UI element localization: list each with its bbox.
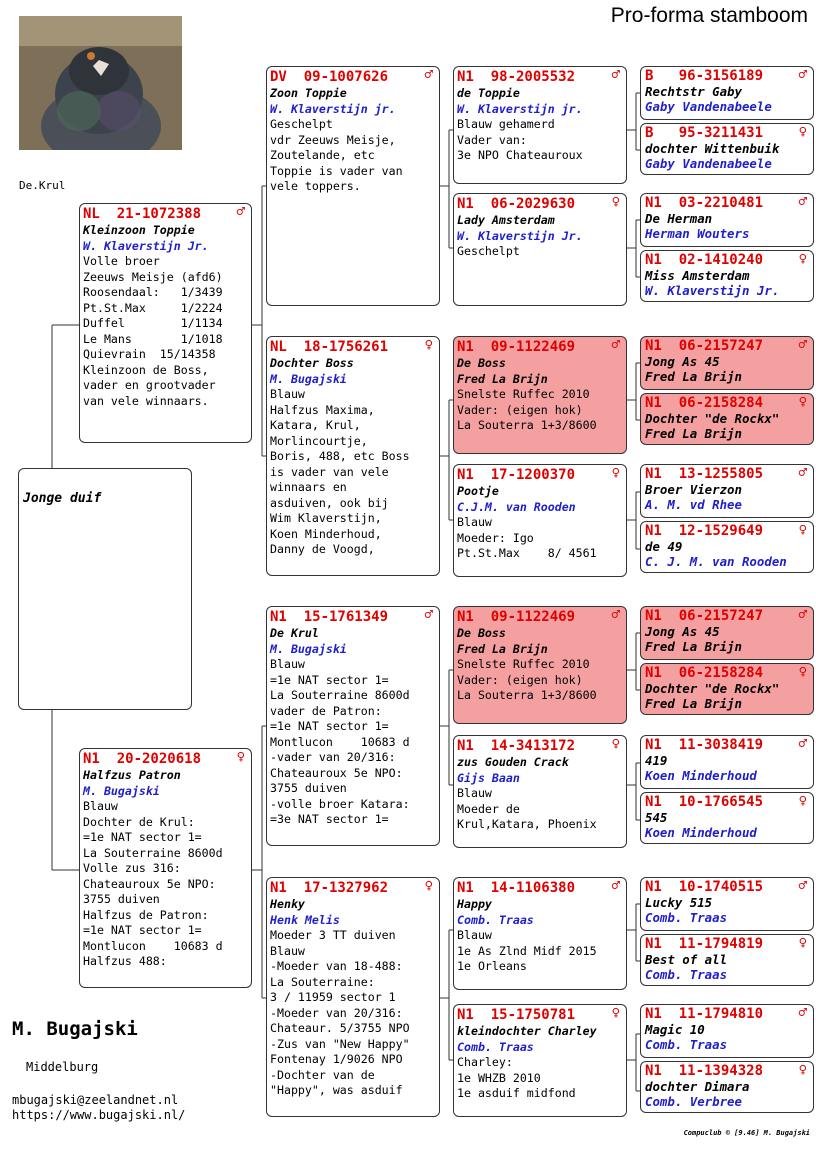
info-line: 1e As Zlnd Midf 2015: [457, 943, 597, 958]
pigeon-name: de Toppie: [457, 86, 520, 100]
pigeon-info: [270, 387, 436, 558]
pigeon-name: 545: [645, 810, 668, 825]
info-line: Dochter de Krul:: [83, 814, 195, 829]
info-line: Zeeuws Meisje (afd6): [83, 269, 223, 284]
owner-name: M. Bugajski: [270, 641, 347, 656]
pigeon-name: Dochter Boss: [270, 356, 354, 370]
pedigree-mf-father[interactable]: [453, 606, 627, 724]
info-line: =1e NAT sector 1=: [83, 923, 202, 937]
info-line: Montlucon 10683 d: [270, 734, 410, 749]
pigeon-name: Jong As 45: [645, 624, 720, 639]
ring-number: N1 15-1761349: [270, 609, 389, 625]
male-icon: ♂: [798, 878, 807, 894]
pedigree-gen4-1[interactable]: [640, 66, 814, 120]
ring-number: DV 09-1007626: [270, 69, 389, 85]
pedigree-gen4-2[interactable]: [640, 123, 814, 175]
info-line: -Dochter van de: [270, 1067, 375, 1082]
info-line: Roosendaal: 1/3439: [83, 285, 223, 299]
pedigree-gen4-13[interactable]: [640, 877, 814, 931]
pigeon-name: Pootje: [457, 484, 499, 498]
pigeon-nickname: De.Krul: [19, 179, 66, 192]
pedigree-mm-father[interactable]: [453, 877, 627, 990]
ring-number: N1 11-1394328: [645, 1063, 764, 1079]
pigeon-name: Best of all: [645, 952, 728, 967]
pedigree-father-mother[interactable]: [266, 336, 440, 576]
pigeon-name: De Boss: [457, 626, 506, 640]
info-line: La Souterraine 8600d: [270, 688, 410, 702]
owner-name: M. Bugajski: [83, 783, 160, 798]
breeder-city: Middelburg: [26, 1060, 99, 1074]
female-icon: ♀: [798, 935, 807, 951]
info-line: Blauw: [457, 786, 492, 800]
pigeon-name: Dochter "de Rockx": [645, 681, 780, 696]
info-line: Krul,Katara, Phoenix: [457, 817, 597, 831]
owner-name: Gaby Vandenabeele: [645, 99, 772, 114]
owner-name: Comb. Traas: [645, 967, 728, 982]
info-line: Snelste Ruffec 2010: [457, 657, 590, 671]
owner-name: Gaby Vandenabeele: [645, 156, 772, 171]
pedigree-gen4-9[interactable]: [640, 606, 814, 660]
pedigree-mother-mother[interactable]: [266, 877, 440, 1117]
ring-number: N1 14-3413172: [457, 738, 576, 754]
owner-name: Fred La Brijn: [457, 641, 548, 656]
pedigree-gen4-15[interactable]: [640, 1004, 814, 1058]
pedigree-fm-mother[interactable]: [453, 464, 627, 577]
pigeon-name: Lucky 515: [645, 895, 713, 910]
info-line: winnaars en: [270, 480, 347, 494]
info-line: vele toppers.: [270, 179, 361, 193]
pigeon-name: de 49: [645, 539, 683, 554]
info-line: 1e asduif midfond: [457, 1086, 576, 1100]
ring-number: NL 18-1756261: [270, 339, 389, 355]
owner-name: Fred La Brijn: [645, 696, 742, 711]
info-line: -vader van 20/316:: [270, 750, 396, 764]
pigeon-name: Henky: [270, 897, 305, 911]
pigeon-info: [457, 928, 623, 975]
pedigree-gen4-16[interactable]: [640, 1061, 814, 1113]
info-line: asduiven, ook bij: [270, 495, 389, 510]
owner-name: C. J. M. van Rooden: [645, 554, 787, 569]
ring-number: N1 20-2020618: [83, 751, 202, 767]
ring-number: N1 14-1106380: [457, 880, 576, 896]
pigeon-info: [270, 928, 436, 1099]
female-icon: ♀: [798, 124, 807, 140]
owner-name: Henk Melis: [270, 912, 340, 927]
pedigree-mother-father[interactable]: [266, 606, 440, 846]
pedigree-gen4-6[interactable]: [640, 393, 814, 445]
info-line: Vader van:: [457, 132, 527, 147]
pedigree-fm-father[interactable]: [453, 336, 627, 454]
info-line: 1e Orleans: [457, 959, 527, 973]
pedigree-gen4-10[interactable]: [640, 663, 814, 715]
pigeon-name: 419: [645, 753, 668, 768]
female-icon: ♀: [611, 736, 620, 752]
owner-name: Herman Wouters: [645, 226, 750, 241]
ring-number: N1 17-1327962: [270, 880, 389, 896]
pedigree-gen4-4[interactable]: [640, 250, 814, 302]
female-icon: ♀: [798, 394, 807, 410]
pedigree-ff-father[interactable]: [453, 66, 627, 184]
ring-number: N1 03-2210481: [645, 195, 764, 211]
ring-number: B 95-3211431: [645, 125, 764, 141]
pigeon-info: [83, 254, 248, 409]
owner-name: Comb. Verbree: [645, 1094, 742, 1109]
info-line: Halfzus de Patron:: [83, 907, 209, 922]
pedigree-father[interactable]: [79, 203, 252, 443]
owner-name: W. Klaverstijn Jr.: [645, 283, 780, 298]
info-line: Boris, 488, etc Boss: [270, 449, 410, 463]
info-line: Quievrain 15/14358: [83, 347, 216, 361]
info-line: Blauw: [270, 387, 305, 401]
male-icon: ♂: [798, 194, 807, 210]
pigeon-name: Jong As 45: [645, 354, 720, 369]
pigeon-name: dochter Dimara: [645, 1079, 750, 1094]
pigeon-info: [457, 515, 623, 562]
female-icon: ♀: [611, 1005, 620, 1021]
info-line: Blauw: [270, 657, 305, 671]
pigeon-name: kleindochter Charley: [457, 1024, 597, 1038]
pedigree-gen4-3[interactable]: [640, 193, 814, 247]
ring-number: N1 11-1794810: [645, 1006, 764, 1022]
male-icon: ♂: [798, 607, 807, 623]
ring-number: N1 09-1122469: [457, 609, 576, 625]
female-icon: ♀: [798, 1062, 807, 1078]
info-line: "Happy", was asduif: [270, 1083, 403, 1097]
info-line: La Souterra 1+3/8600: [457, 688, 597, 702]
female-icon: ♀: [611, 465, 620, 481]
info-line: Blauw gehamerd: [457, 117, 555, 131]
male-icon: ♂: [798, 67, 807, 83]
pigeon-photo: [19, 16, 182, 150]
subject-box[interactable]: [18, 468, 192, 710]
ring-number: N1 12-1529649: [645, 523, 764, 539]
info-line: Chateaur. 5/3755 NPO: [270, 1021, 410, 1035]
info-line: Le Mans 1/1018: [83, 331, 223, 346]
info-line: Halfzus Maxima,: [270, 402, 375, 417]
ring-number: N1 11-3038419: [645, 737, 764, 753]
ring-number: N1 15-1750781: [457, 1007, 576, 1023]
info-line: 3755 duiven: [270, 781, 347, 795]
owner-name: Koen Minderhoud: [645, 768, 757, 783]
info-line: Toppie is vader van: [270, 163, 403, 178]
subject-label: Jonge duif: [23, 491, 102, 506]
ring-number: NL 21-1072388: [83, 206, 202, 222]
owner-name: W. Klaverstijn jr.: [457, 101, 583, 116]
info-line: Volle broer: [83, 254, 160, 268]
info-line: vader en grootvader: [83, 378, 216, 392]
pigeon-info: [457, 1055, 623, 1102]
ring-number: N1 09-1122469: [457, 339, 576, 355]
info-line: -Zus van "New Happy": [270, 1036, 410, 1051]
pigeon-name: Dochter "de Rockx": [645, 411, 780, 426]
info-line: =1e NAT sector 1=: [270, 672, 389, 687]
info-line: Blauw: [83, 799, 118, 813]
info-line: Chateauroux 5e NPO:: [270, 765, 403, 780]
info-line: Moeder: Igo: [457, 530, 534, 545]
ring-number: N1 06-2157247: [645, 608, 764, 624]
owner-name: Fred La Brijn: [645, 639, 742, 654]
owner-name: Fred La Brijn: [645, 369, 742, 384]
male-icon: ♂: [798, 465, 807, 481]
info-line: =3e NAT sector 1=: [270, 812, 389, 826]
info-line: Moeder 3 TT duiven: [270, 928, 396, 942]
pigeon-info: [457, 244, 623, 260]
pigeon-name: dochter Wittenbuik: [645, 141, 780, 156]
info-line: van vele winnaars.: [83, 393, 209, 408]
info-line: Fontenay 1/9026 NPO: [270, 1052, 403, 1066]
info-line: Chateauroux 5e NPO:: [83, 876, 216, 891]
page-title: Pro-forma stamboom: [610, 4, 808, 27]
ring-number: N1 98-2005532: [457, 69, 576, 85]
female-icon: ♀: [236, 749, 245, 765]
info-line: Charley:: [457, 1055, 513, 1069]
pedigree-gen4-5[interactable]: [640, 336, 814, 390]
owner-name: Comb. Traas: [457, 1039, 534, 1054]
pigeon-name: Halfzus Patron: [83, 768, 181, 782]
pigeon-info: [457, 387, 623, 434]
pedigree-ff-mother[interactable]: [453, 193, 627, 306]
female-icon: ♀: [798, 522, 807, 538]
info-line: 3 / 11959 sector 1: [270, 990, 396, 1004]
info-line: Geschelpt: [270, 117, 333, 131]
info-line: -volle broer Katara:: [270, 796, 410, 811]
owner-name: M. Bugajski: [270, 371, 347, 386]
breeder-website[interactable]: https://www.bugajski.nl/: [12, 1108, 186, 1122]
info-line: Kleinzoon de Boss,: [83, 362, 209, 377]
pigeon-name: Rechtstr Gaby: [645, 84, 742, 99]
owner-name: Comb. Traas: [645, 910, 728, 925]
pigeon-name: Happy: [457, 897, 492, 911]
pedigree-gen4-11[interactable]: [640, 735, 814, 789]
owner-name: Comb. Traas: [645, 1037, 728, 1052]
pigeon-name: Kleinzoon Toppie: [83, 223, 195, 237]
owner-name: Comb. Traas: [457, 912, 534, 927]
breeder-contact: [12, 1093, 185, 1123]
info-line: -Moeder van 20/316:: [270, 1005, 403, 1020]
pigeon-name: Broer Vierzon: [645, 482, 742, 497]
owner-name: W. Klaverstijn Jr.: [457, 228, 583, 243]
pigeon-info: [457, 657, 623, 704]
pedigree-mother[interactable]: [79, 748, 252, 988]
female-icon: ♀: [798, 664, 807, 680]
info-line: vdr Zeeuws Meisje,: [270, 132, 396, 147]
owner-name: C.J.M. van Rooden: [457, 499, 576, 514]
ring-number: N1 06-2158284: [645, 395, 764, 411]
ring-number: N1 10-1766545: [645, 794, 764, 810]
owner-name: W. Klaverstijn jr.: [270, 101, 396, 116]
info-line: Morlincourtje,: [270, 433, 368, 448]
male-icon: ♂: [424, 607, 433, 623]
owner-name: Gijs Baan: [457, 770, 520, 785]
info-line: Wim Klaverstijn,: [270, 511, 382, 525]
ring-number: N1 06-2158284: [645, 665, 764, 681]
info-line: is vader van vele: [270, 464, 389, 479]
ring-number: N1 02-1410240: [645, 252, 764, 268]
pigeon-info: [457, 117, 623, 164]
info-line: Pt.St.Max 1/2224: [83, 300, 223, 315]
info-line: 1e WHZB 2010: [457, 1070, 541, 1085]
male-icon: ♂: [611, 337, 620, 353]
info-line: Zoutelande, etc: [270, 148, 375, 162]
female-icon: ♀: [424, 878, 433, 894]
info-line: Blauw: [270, 943, 305, 958]
pigeon-name: De Krul: [270, 626, 319, 640]
pedigree-gen4-14[interactable]: [640, 934, 814, 986]
pigeon-name: De Boss: [457, 356, 506, 370]
female-icon: ♀: [798, 793, 807, 809]
info-line: La Souterraine:: [270, 974, 375, 989]
ring-number: B 96-3156189: [645, 68, 764, 84]
breeder-name: M. Bugajski: [12, 1018, 138, 1040]
info-line: Koen Minderhoud,: [270, 526, 382, 541]
info-line: Volle zus 316:: [83, 861, 181, 875]
pedigree-mm-mother[interactable]: [453, 1004, 627, 1117]
info-line: Geschelpt: [457, 244, 520, 258]
info-line: Pt.St.Max 8/ 4561: [457, 546, 597, 560]
info-line: -Moeder van 18-488:: [270, 959, 403, 973]
pigeon-name: Zoon Toppie: [270, 86, 347, 100]
info-line: La Souterraine 8600d: [83, 845, 223, 860]
male-icon: ♂: [611, 607, 620, 623]
pedigree-gen4-8[interactable]: [640, 521, 814, 573]
pedigree-gen4-12[interactable]: [640, 792, 814, 844]
info-line: =1e NAT sector 1=: [270, 719, 389, 733]
ring-number: N1 10-1740515: [645, 879, 764, 895]
pedigree-mf-mother[interactable]: [453, 735, 627, 848]
info-line: 3e NPO Chateauroux: [457, 148, 583, 162]
pigeon-name: Lady Amsterdam: [457, 213, 555, 227]
owner-name: Koen Minderhoud: [645, 825, 757, 840]
pigeon-info: [270, 117, 436, 195]
ring-number: N1 11-1794819: [645, 936, 764, 952]
info-line: =1e NAT sector 1=: [83, 830, 202, 844]
female-icon: ♀: [798, 251, 807, 267]
info-line: Vader: (eigen hok): [457, 672, 583, 687]
info-line: Danny de Voogd,: [270, 542, 375, 556]
male-icon: ♂: [236, 204, 245, 220]
info-line: Moeder de: [457, 801, 520, 816]
info-line: Snelste Ruffec 2010: [457, 387, 590, 401]
owner-name: W. Klaverstijn Jr.: [83, 238, 209, 253]
info-line: Montlucon 10683 d: [83, 938, 223, 953]
info-line: Duffel 1/1134: [83, 316, 223, 330]
breeder-email[interactable]: mbugajski@zeelandnet.nl: [12, 1093, 179, 1107]
pigeon-info: [83, 799, 248, 970]
info-line: Blauw: [457, 515, 492, 529]
male-icon: ♂: [611, 878, 620, 894]
owner-name: Fred La Brijn: [645, 426, 742, 441]
info-line: Katara, Krul,: [270, 418, 361, 432]
ring-number: N1 06-2029630: [457, 196, 576, 212]
ring-number: N1 17-1200370: [457, 467, 576, 483]
pigeon-name: Magic 10: [645, 1022, 705, 1037]
pigeon-info: [270, 657, 436, 828]
owner-name: Fred La Brijn: [457, 371, 548, 386]
male-icon: ♂: [611, 67, 620, 83]
info-line: Vader: (eigen hok): [457, 402, 583, 417]
footer-credit: Compuclub © [9.46] M. Bugajski: [683, 1129, 810, 1137]
male-icon: ♂: [424, 67, 433, 83]
male-icon: ♂: [798, 337, 807, 353]
pedigree-father-father[interactable]: [266, 66, 440, 306]
female-icon: ♀: [424, 337, 433, 353]
male-icon: ♂: [798, 1005, 807, 1021]
pigeon-name: De Herman: [645, 211, 713, 226]
pigeon-info: [457, 786, 623, 833]
owner-name: A. M. vd Rhee: [645, 497, 742, 512]
ring-number: N1 06-2157247: [645, 338, 764, 354]
info-line: La Souterra 1+3/8600: [457, 418, 597, 432]
pedigree-gen4-7[interactable]: [640, 464, 814, 518]
pigeon-name: Miss Amsterdam: [645, 268, 750, 283]
info-line: Halfzus 488:: [83, 954, 167, 968]
male-icon: ♂: [798, 736, 807, 752]
pigeon-name: zus Gouden Crack: [457, 755, 569, 769]
ring-number: N1 13-1255805: [645, 466, 764, 482]
female-icon: ♀: [611, 194, 620, 210]
info-line: Blauw: [457, 928, 492, 942]
info-line: 3755 duiven: [83, 892, 160, 906]
info-line: vader de Patron:: [270, 703, 382, 718]
